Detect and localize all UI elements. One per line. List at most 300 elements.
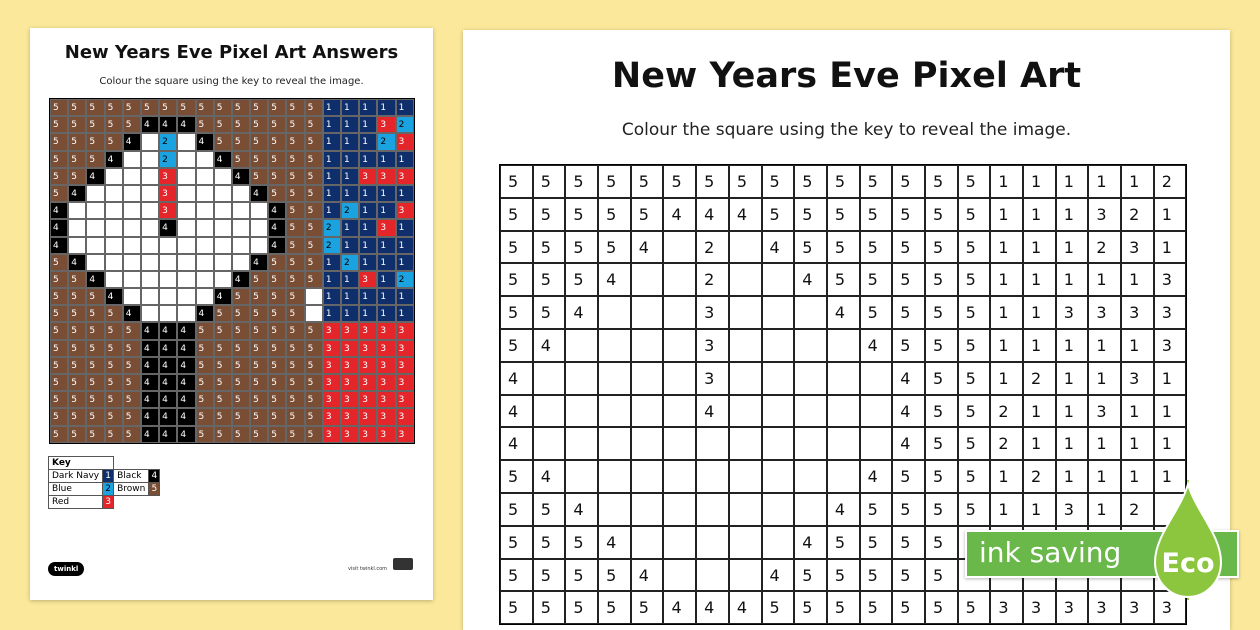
answer-cell: 3 — [396, 133, 414, 150]
answer-cell: 4 — [141, 408, 159, 425]
answer-cell: 3 — [341, 357, 359, 374]
answer-cell: 5 — [286, 151, 304, 168]
answer-cell: 5 — [286, 237, 304, 254]
key-swatch: 2 — [103, 483, 114, 496]
answer-cell — [214, 168, 232, 185]
answer-cell: 5 — [86, 99, 104, 116]
answer-cell: 3 — [359, 374, 377, 391]
grid-cell — [762, 296, 795, 329]
answer-cell — [105, 185, 123, 202]
grid-cell: 5 — [892, 526, 925, 559]
answer-cell: 4 — [141, 374, 159, 391]
answer-cell — [305, 305, 323, 322]
grid-cell: 5 — [598, 198, 631, 231]
answer-cell: 5 — [268, 288, 286, 305]
answer-cell: 5 — [214, 391, 232, 408]
grid-cell: 5 — [958, 460, 991, 493]
grid-cell: 5 — [958, 427, 991, 460]
grid-cell: 3 — [1056, 591, 1089, 624]
answer-cell: 5 — [86, 151, 104, 168]
answer-cell: 5 — [141, 99, 159, 116]
answer-cell: 1 — [359, 237, 377, 254]
answer-cell: 5 — [86, 322, 104, 339]
grid-cell: 1 — [1121, 165, 1154, 198]
answer-cell: 5 — [305, 151, 323, 168]
grid-cell: 5 — [631, 591, 664, 624]
answer-cell: 3 — [359, 357, 377, 374]
answer-cell: 1 — [377, 254, 395, 271]
answer-cell: 5 — [68, 322, 86, 339]
answer-cell: 5 — [105, 408, 123, 425]
answer-cell: 5 — [123, 426, 141, 443]
answer-cell: 4 — [177, 322, 195, 339]
answer-cell — [105, 271, 123, 288]
answer-cell: 4 — [159, 322, 177, 339]
grid-cell: 4 — [631, 559, 664, 592]
answer-cell — [105, 237, 123, 254]
answer-cell — [123, 237, 141, 254]
answer-cell: 4 — [159, 357, 177, 374]
answer-cell: 5 — [305, 237, 323, 254]
answer-cell: 5 — [68, 391, 86, 408]
answer-cell: 1 — [396, 254, 414, 271]
answer-cell: 5 — [123, 116, 141, 133]
answer-cell — [232, 237, 250, 254]
answer-cell: 2 — [377, 133, 395, 150]
grid-cell: 5 — [565, 526, 598, 559]
answer-cell: 5 — [268, 374, 286, 391]
grid-cell — [860, 427, 893, 460]
grid-cell: 5 — [500, 231, 533, 264]
answer-cell: 5 — [286, 357, 304, 374]
answer-cell: 4 — [86, 271, 104, 288]
grid-cell: 1 — [1088, 329, 1121, 362]
answer-cell: 5 — [196, 322, 214, 339]
grid-cell: 4 — [892, 395, 925, 428]
grid-cell — [696, 493, 729, 526]
grid-cell: 5 — [500, 296, 533, 329]
grid-cell: 1 — [1088, 362, 1121, 395]
answer-cell: 5 — [214, 357, 232, 374]
answer-cell: 5 — [268, 133, 286, 150]
grid-cell: 5 — [500, 165, 533, 198]
grid-cell — [762, 493, 795, 526]
answer-cell: 3 — [396, 202, 414, 219]
grid-cell: 2 — [1088, 231, 1121, 264]
answer-cell: 5 — [286, 391, 304, 408]
grid-cell — [631, 526, 664, 559]
grid-cell: 3 — [1121, 362, 1154, 395]
grid-cell: 5 — [762, 591, 795, 624]
answer-cell: 4 — [214, 288, 232, 305]
answer-cell: 5 — [305, 374, 323, 391]
answer-cell: 4 — [50, 237, 68, 254]
grid-cell: 5 — [892, 263, 925, 296]
grid-cell: 5 — [794, 198, 827, 231]
answer-cell — [141, 133, 159, 150]
answer-cell — [232, 202, 250, 219]
answer-cell: 5 — [305, 391, 323, 408]
answer-cell: 5 — [50, 374, 68, 391]
grid-cell: 4 — [892, 362, 925, 395]
answer-cell: 5 — [250, 408, 268, 425]
answer-cell: 5 — [50, 185, 68, 202]
answer-cell: 5 — [68, 305, 86, 322]
grid-cell: 5 — [892, 198, 925, 231]
answer-cell: 1 — [377, 185, 395, 202]
grid-cell: 1 — [1154, 362, 1187, 395]
answer-cell — [196, 254, 214, 271]
answer-cell: 5 — [286, 133, 304, 150]
answer-cell: 5 — [305, 357, 323, 374]
answer-cell: 5 — [50, 288, 68, 305]
answer-cell — [123, 202, 141, 219]
answer-cell: 5 — [68, 133, 86, 150]
grid-cell: 1 — [1154, 427, 1187, 460]
grid-cell: 5 — [892, 460, 925, 493]
answer-cell: 5 — [68, 408, 86, 425]
answer-cell: 5 — [50, 151, 68, 168]
answer-cell: 4 — [68, 185, 86, 202]
grid-cell: 5 — [860, 198, 893, 231]
grid-cell: 2 — [1121, 493, 1154, 526]
answer-cell: 5 — [86, 408, 104, 425]
answer-cell: 5 — [286, 271, 304, 288]
grid-cell — [631, 493, 664, 526]
key-label: Red — [49, 496, 103, 509]
grid-cell — [663, 296, 696, 329]
grid-cell: 4 — [631, 231, 664, 264]
answer-cell — [123, 219, 141, 236]
grid-cell: 5 — [762, 165, 795, 198]
grid-cell: 5 — [925, 427, 958, 460]
answer-cell: 3 — [159, 185, 177, 202]
answer-cell: 4 — [232, 271, 250, 288]
grid-cell: 1 — [1056, 165, 1089, 198]
answer-cell — [141, 254, 159, 271]
grid-cell: 4 — [533, 460, 566, 493]
grid-cell — [565, 329, 598, 362]
grid-cell: 4 — [663, 591, 696, 624]
answer-cell: 5 — [214, 408, 232, 425]
answer-cell: 3 — [377, 116, 395, 133]
grid-cell — [663, 559, 696, 592]
answer-cell: 5 — [86, 391, 104, 408]
answer-cell — [123, 185, 141, 202]
grid-cell: 1 — [990, 165, 1023, 198]
grid-cell: 5 — [860, 591, 893, 624]
answer-cell — [105, 254, 123, 271]
grid-cell: 5 — [533, 559, 566, 592]
grid-cell: 5 — [925, 395, 958, 428]
answer-cell — [141, 237, 159, 254]
grid-cell: 1 — [1056, 263, 1089, 296]
answer-cell: 5 — [250, 374, 268, 391]
grid-cell: 1 — [1121, 263, 1154, 296]
grid-cell: 5 — [565, 591, 598, 624]
grid-cell: 2 — [1023, 460, 1056, 493]
grid-cell: 5 — [892, 296, 925, 329]
grid-cell: 5 — [794, 231, 827, 264]
answer-cell: 5 — [68, 357, 86, 374]
answer-cell: 4 — [141, 340, 159, 357]
answer-cell: 5 — [68, 168, 86, 185]
grid-cell: 5 — [500, 526, 533, 559]
grid-cell — [794, 362, 827, 395]
answer-cell: 5 — [250, 151, 268, 168]
grid-cell: 1 — [1056, 198, 1089, 231]
answer-cell: 5 — [286, 219, 304, 236]
grid-cell: 5 — [925, 591, 958, 624]
grid-cell — [696, 427, 729, 460]
grid-cell: 5 — [533, 263, 566, 296]
answer-cell — [105, 202, 123, 219]
grid-cell — [794, 427, 827, 460]
answer-cell — [141, 168, 159, 185]
grid-cell — [533, 427, 566, 460]
answer-cell: 1 — [377, 271, 395, 288]
answer-cell: 3 — [159, 168, 177, 185]
answer-cell: 3 — [396, 426, 414, 443]
grid-cell — [598, 296, 631, 329]
answer-cell: 5 — [268, 426, 286, 443]
answer-cell: 4 — [123, 133, 141, 150]
grid-cell: 3 — [1088, 591, 1121, 624]
answer-cell: 3 — [323, 322, 341, 339]
answer-cell — [68, 219, 86, 236]
answer-cell: 5 — [268, 322, 286, 339]
grid-cell: 5 — [892, 559, 925, 592]
answer-cell: 1 — [359, 254, 377, 271]
grid-cell: 5 — [892, 493, 925, 526]
answer-cell: 5 — [105, 357, 123, 374]
answer-cell — [86, 185, 104, 202]
answer-cell: 4 — [159, 219, 177, 236]
answer-cell: 4 — [86, 168, 104, 185]
grid-cell — [762, 329, 795, 362]
grid-cell — [794, 296, 827, 329]
grid-cell: 5 — [598, 231, 631, 264]
grid-cell: 1 — [1023, 165, 1056, 198]
answer-cell: 5 — [286, 288, 304, 305]
answer-cell: 5 — [196, 340, 214, 357]
grid-cell — [565, 362, 598, 395]
answer-cell: 5 — [232, 340, 250, 357]
grid-cell: 2 — [1023, 362, 1056, 395]
grid-cell: 3 — [696, 329, 729, 362]
colour-key — [48, 456, 160, 509]
answer-cell: 5 — [50, 408, 68, 425]
answer-cell: 2 — [341, 202, 359, 219]
grid-cell: 4 — [892, 427, 925, 460]
answer-cell: 3 — [396, 340, 414, 357]
answer-cell: 5 — [268, 151, 286, 168]
answer-cell: 4 — [50, 202, 68, 219]
key-swatch: 5 — [149, 483, 160, 496]
grid-cell: 3 — [696, 362, 729, 395]
answer-cell: 5 — [286, 305, 304, 322]
grid-cell: 5 — [565, 263, 598, 296]
grid-cell: 5 — [631, 198, 664, 231]
grid-cell: 1 — [1023, 296, 1056, 329]
answer-cell: 5 — [196, 374, 214, 391]
answer-cell: 4 — [177, 340, 195, 357]
answer-cell — [177, 202, 195, 219]
answer-cell: 5 — [196, 391, 214, 408]
answer-cell: 3 — [341, 340, 359, 357]
grid-cell — [729, 395, 762, 428]
grid-cell — [762, 395, 795, 428]
answer-cell: 3 — [159, 202, 177, 219]
grid-cell — [729, 329, 762, 362]
answer-cell: 5 — [232, 357, 250, 374]
answer-cell: 1 — [323, 288, 341, 305]
answer-cell: 1 — [396, 99, 414, 116]
answer-cell: 1 — [396, 288, 414, 305]
grid-cell: 4 — [696, 395, 729, 428]
answer-cell: 5 — [250, 288, 268, 305]
grid-cell: 5 — [827, 231, 860, 264]
grid-cell: 5 — [860, 296, 893, 329]
answer-cell: 3 — [396, 322, 414, 339]
grid-cell: 1 — [1056, 231, 1089, 264]
answer-cell: 3 — [323, 340, 341, 357]
answer-cell: 5 — [86, 374, 104, 391]
answer-cell: 3 — [377, 168, 395, 185]
footer-badge-icon — [393, 558, 413, 570]
answer-cell: 1 — [323, 271, 341, 288]
answer-cell: 5 — [250, 271, 268, 288]
grid-cell: 4 — [827, 296, 860, 329]
answer-cell — [250, 219, 268, 236]
grid-cell: 5 — [860, 165, 893, 198]
grid-cell: 5 — [958, 165, 991, 198]
answer-cell: 5 — [214, 133, 232, 150]
answer-cell — [196, 151, 214, 168]
grid-cell: 5 — [925, 559, 958, 592]
grid-cell — [663, 526, 696, 559]
answer-cell: 5 — [50, 99, 68, 116]
answer-cell: 3 — [323, 374, 341, 391]
grid-cell: 5 — [533, 526, 566, 559]
grid-cell: 3 — [1056, 296, 1089, 329]
answer-cell: 3 — [396, 168, 414, 185]
grid-cell — [762, 427, 795, 460]
grid-cell: 5 — [500, 559, 533, 592]
answer-cell — [177, 219, 195, 236]
answer-cell: 3 — [377, 322, 395, 339]
answer-cell: 1 — [341, 288, 359, 305]
answer-cell: 3 — [359, 391, 377, 408]
grid-cell: 5 — [860, 526, 893, 559]
answer-cell: 5 — [105, 116, 123, 133]
answer-cell: 5 — [232, 374, 250, 391]
answer-cell — [68, 202, 86, 219]
grid-cell: 5 — [958, 296, 991, 329]
grid-cell: 5 — [892, 329, 925, 362]
answer-cell — [123, 254, 141, 271]
grid-cell: 5 — [925, 526, 958, 559]
pixel-art-subtitle: Colour the square using the key to reveal the image. — [621, 120, 1072, 140]
answer-cell — [177, 185, 195, 202]
grid-cell: 5 — [500, 329, 533, 362]
grid-cell: 1 — [1088, 427, 1121, 460]
grid-cell: 3 — [1154, 263, 1187, 296]
eco-label: Eco — [1161, 548, 1215, 579]
answer-cell: 5 — [268, 168, 286, 185]
grid-cell — [663, 231, 696, 264]
grid-cell — [565, 427, 598, 460]
grid-cell: 5 — [533, 493, 566, 526]
answer-cell — [177, 133, 195, 150]
answer-cell: 1 — [341, 99, 359, 116]
grid-cell: 5 — [565, 198, 598, 231]
grid-cell: 1 — [1088, 460, 1121, 493]
grid-cell: 3 — [1023, 591, 1056, 624]
answer-cell — [123, 288, 141, 305]
answer-cell: 5 — [105, 426, 123, 443]
answer-cell: 5 — [105, 340, 123, 357]
grid-cell — [696, 526, 729, 559]
answer-cell: 5 — [232, 116, 250, 133]
grid-cell — [729, 362, 762, 395]
answer-cell: 1 — [341, 305, 359, 322]
answer-cell: 1 — [323, 168, 341, 185]
grid-cell — [827, 427, 860, 460]
grid-cell: 4 — [565, 493, 598, 526]
answer-cell: 5 — [50, 168, 68, 185]
grid-cell: 5 — [925, 231, 958, 264]
answer-cell: 2 — [159, 151, 177, 168]
answer-cell: 5 — [68, 151, 86, 168]
grid-cell — [794, 493, 827, 526]
grid-cell: 5 — [500, 263, 533, 296]
answer-cell: 5 — [232, 391, 250, 408]
grid-cell: 3 — [1121, 231, 1154, 264]
grid-cell — [860, 395, 893, 428]
grid-cell: 5 — [925, 296, 958, 329]
grid-cell — [663, 329, 696, 362]
answer-cell: 3 — [341, 408, 359, 425]
grid-cell: 3 — [990, 591, 1023, 624]
answer-cell: 1 — [341, 237, 359, 254]
grid-cell: 5 — [860, 559, 893, 592]
answer-cell — [141, 305, 159, 322]
grid-cell — [598, 493, 631, 526]
grid-cell: 1 — [990, 460, 1023, 493]
grid-cell: 3 — [1088, 296, 1121, 329]
answer-cell: 3 — [359, 408, 377, 425]
grid-cell: 1 — [990, 198, 1023, 231]
answer-cell: 1 — [377, 237, 395, 254]
grid-cell — [565, 460, 598, 493]
answer-cell: 5 — [268, 305, 286, 322]
answer-cell: 5 — [250, 340, 268, 357]
answer-cell — [232, 219, 250, 236]
answer-cell — [159, 288, 177, 305]
answer-cell: 5 — [50, 271, 68, 288]
answer-cell: 3 — [359, 322, 377, 339]
answer-cell: 5 — [86, 133, 104, 150]
grid-cell: 3 — [1121, 296, 1154, 329]
grid-cell: 5 — [500, 460, 533, 493]
answer-cell: 4 — [50, 219, 68, 236]
answer-cell: 1 — [396, 305, 414, 322]
answer-cell: 1 — [396, 219, 414, 236]
answer-cell — [214, 219, 232, 236]
answer-cell: 3 — [341, 426, 359, 443]
answer-cell: 4 — [141, 357, 159, 374]
